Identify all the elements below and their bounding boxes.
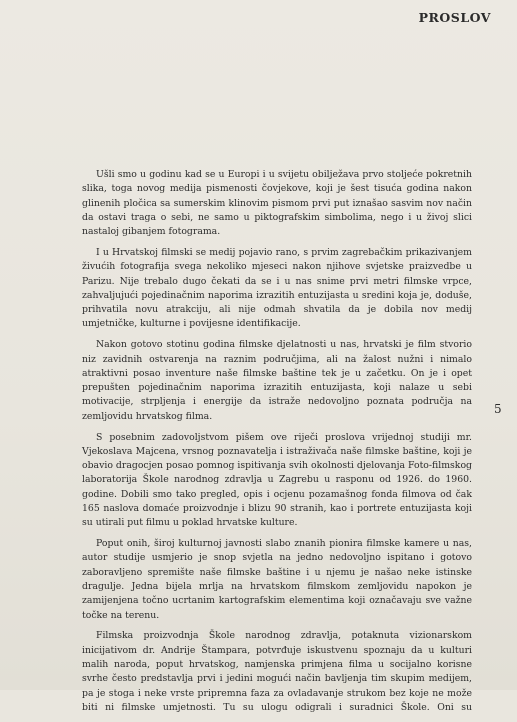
paragraph: I u Hrvatskoj filmski se medij pojavio rano, s prvim zagrebačkim prikazivanjem živućih fotografija svega nekoliko mjeseci nakon njihove svjetske praizvedbe u Parizu. Nije trebalo dugo čekati da se i u nas snime prvi metri filmske vrpce, zahvaljujući pojedinačnim naporima izrazitih entuzijasta u sredini koja je, doduše, prihvatila novu atrakciju, ali nije odmah shvatila da je dobila nov medij umjetničke, kulturne i povijesne identifikacije. — [82, 246, 472, 330]
paragraph: Ušli smo u godinu kad se u Europi i u svijetu obilježava prvo stoljeće pokretnih slika, toga novog medija pismenosti čovjekove, koji je šest tisuća godina nakon glinenih pločica sa sumerskim klinovim pismom prvi put iznašao sasvim nov način da ostavi traga o sebi, ne samo u piktografskim simbolima, nego i u živoj slici nastaloj gibanjem fotograma. — [82, 169, 472, 238]
page-number: 5 — [494, 402, 502, 416]
paragraph: Filmska proizvodnja Škole narodnog zdravlja, potaknuta vizionarskom inicijativom dr. Andrije Štampara, potvrđuje iskustvenu spoznaju da u kulturi malih naroda, poput hrvatskog, namjenska primjena filma u socijalno korisne svrhe često predstavlja prvi i jedini mogući način bavljenja tim skupim medijem, pa je stoga i neke vrste pripremna faza za ovladavanje strukom bez koje ne može biti ni filmske umjetnosti. Tu su ulogu odigrali i suradnici Škole. Oni su — [82, 630, 472, 713]
paragraph: S posebnim zadovoljstvom pišem ove riječi proslova vrijednoj studiji mr. Vjekoslava Majcena, vrsnog poznavatelja i istraživača naše filmske baštine, koji je obavio dragocjen posao pomnog ispitivanja svih okolnosti djelovanja Foto-filmskog laboratorija Škole narodnog zdravlja u Zagrebu u rasponu od 1926. do 1960. godine. Dobili smo tako pregled, opis i ocjenu pozamašnog fonda filmova od čak 165 naslova domaće proizvodnje i blizu 90 stranih, kao i portrete entuzijasta koji su utirali put filmu u poklad hrvatske kulture. — [82, 431, 472, 529]
page-title: PROSLOV — [418, 10, 491, 25]
paragraph: Nakon gotovo stotinu godina filmske djelatnosti u nas, hrvatski je film stvorio niz zavidnih ostvarenja na raznim područjima, ali na žalost nužni i nimalo atraktivni posao inventure naše filmske baštine tek je u začetku. On je i opet prepušten pojedinačnim naporima izrazitih entuzijasta, koji nalaze u sebi motivacije, strpljenja i energije da istraže nedovoljno poznata područja na zemljovidu hrvatskog filma. — [82, 339, 472, 422]
body-text — [82, 168, 472, 722]
paragraph: Poput onih, široj kulturnoj javnosti slabo znanih pionira filmske kamere u nas, autor studije usmjerio je snop svjetla na jedno nedovoljno ispitano i gotovo zaboravljeno spremište naše filmske baštine i u njemu je našao neke istinske dragulje. Jedna bijela mrlja na hrvatskom filmskom zemljovidu napokon je zamijenjena točno ucrtanim kartografskim elementima koji označavaju sve važne točke na terenu. — [82, 538, 472, 621]
